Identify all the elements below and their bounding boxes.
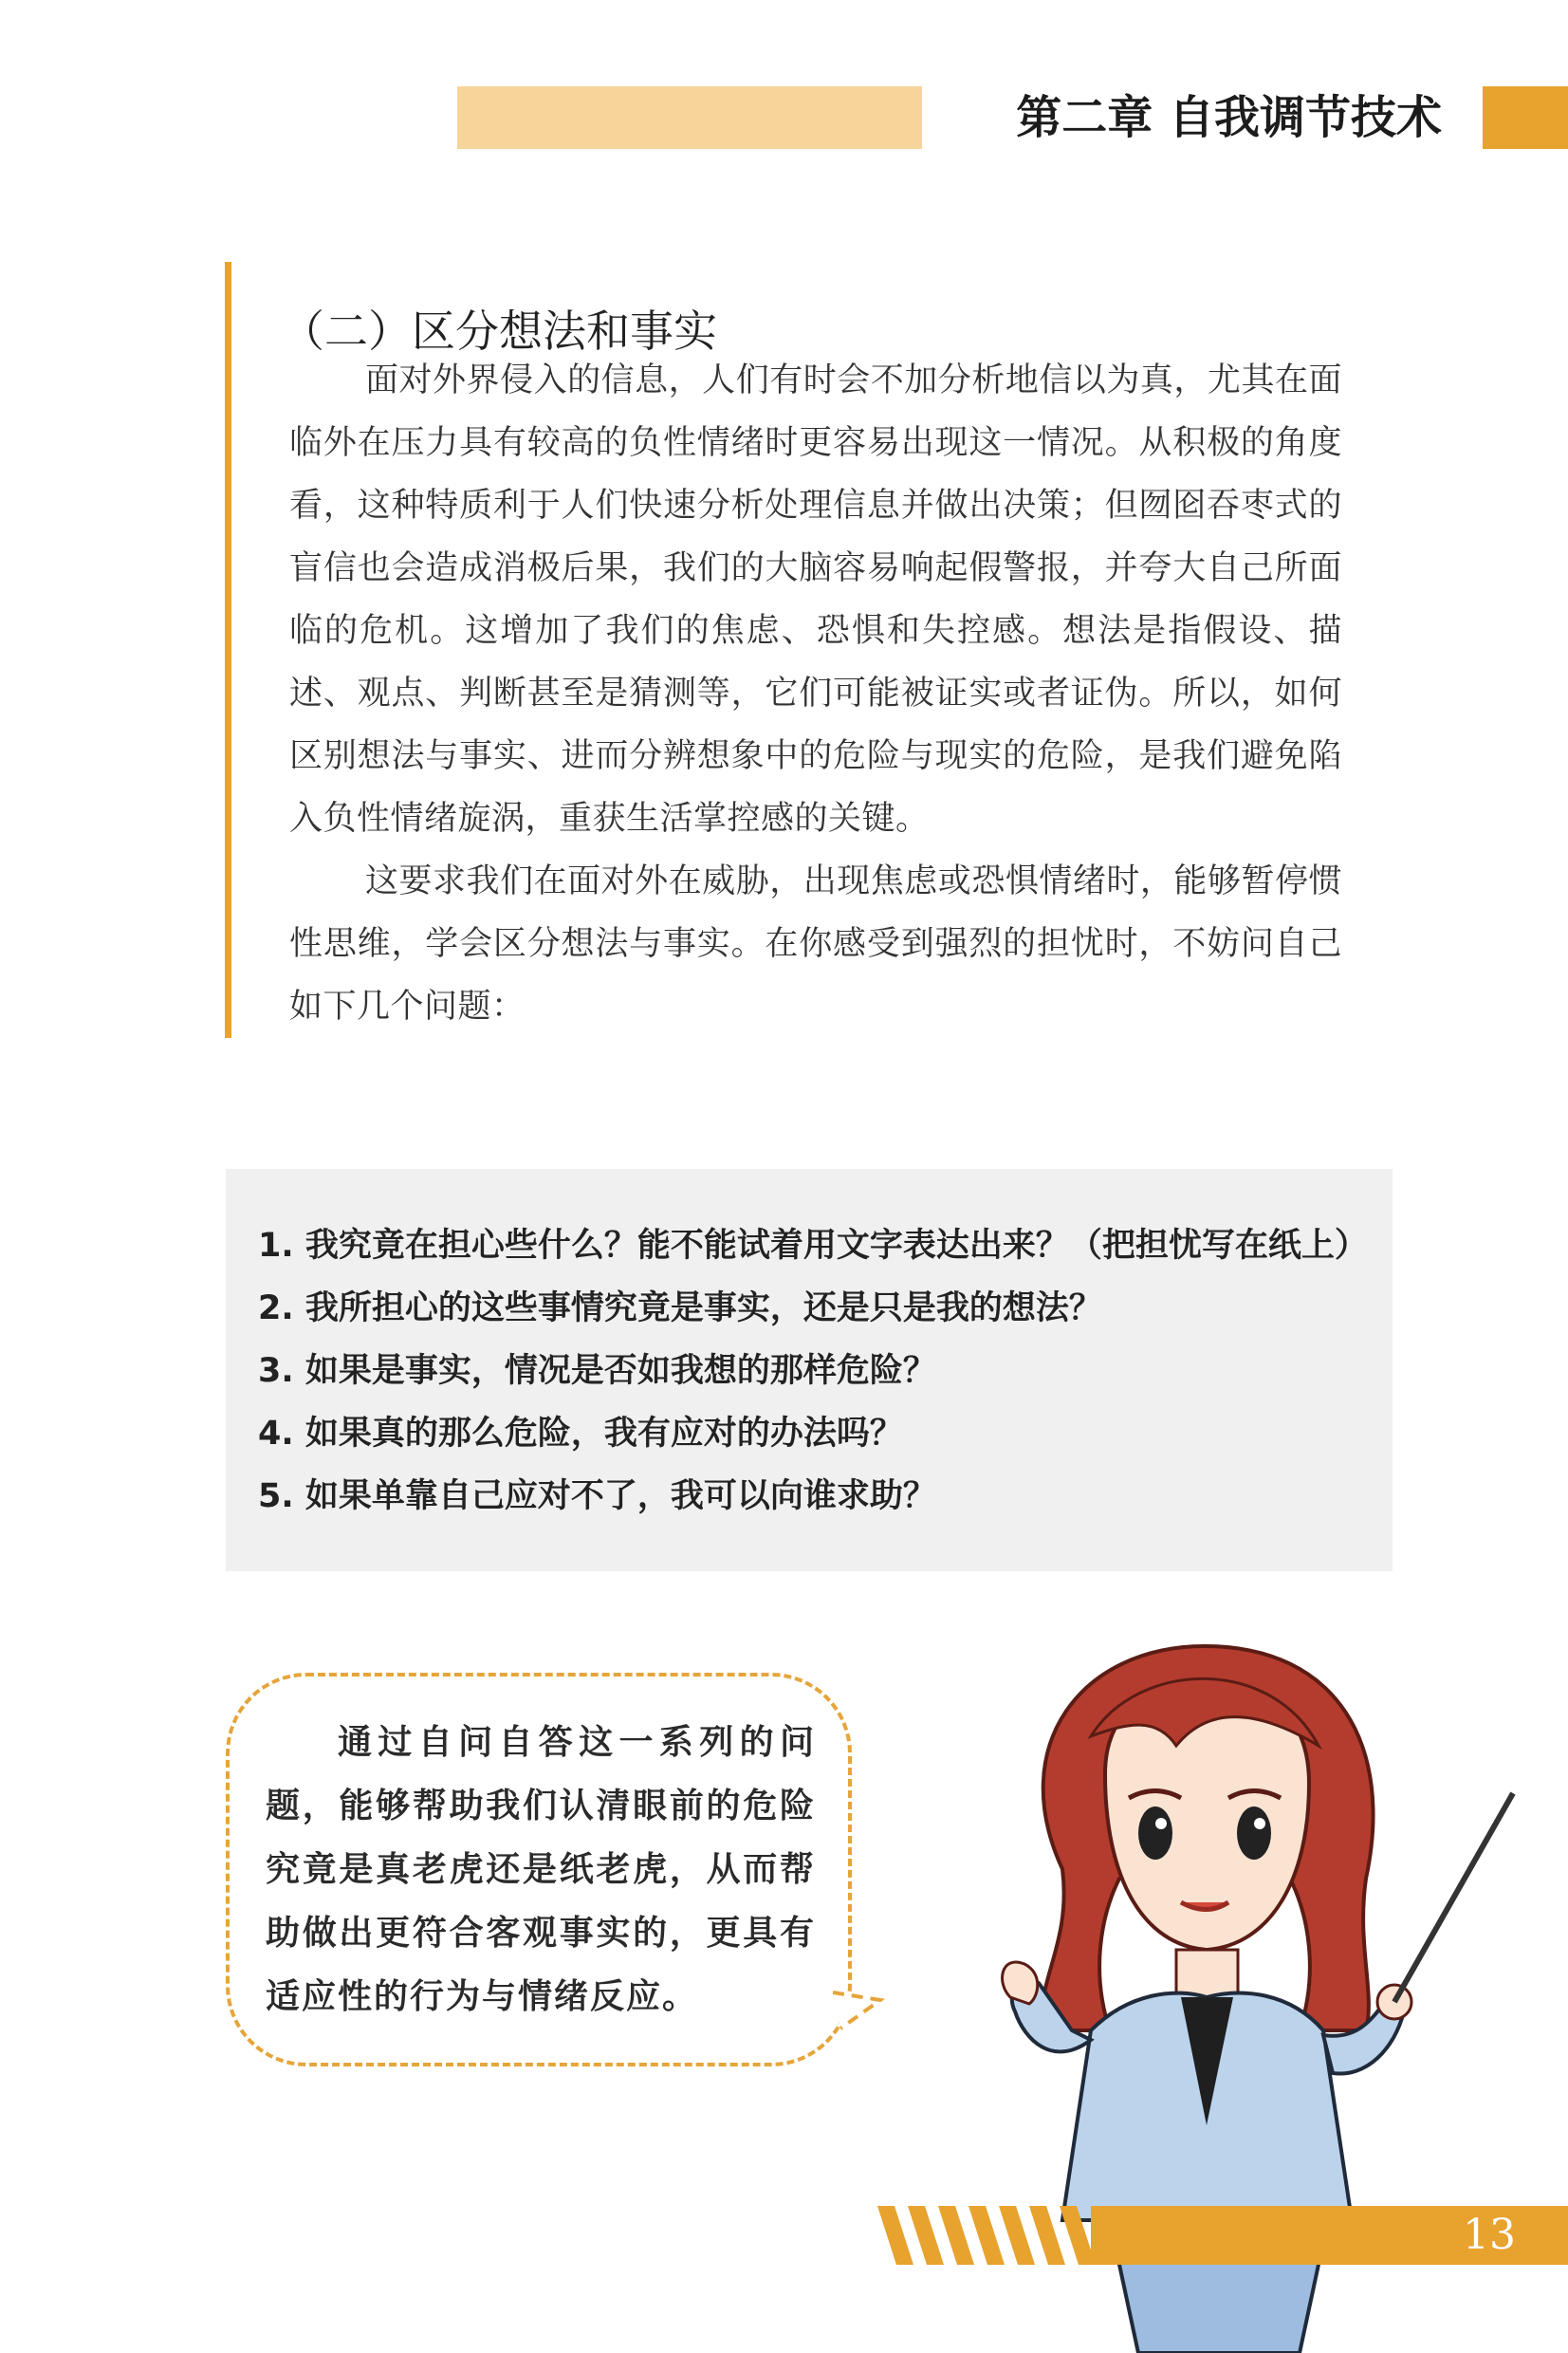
body-paragraph-1: 面对外界侵入的信息，人们有时会不加分析地信以为真，尤其在面临外在压力具有较高的负性情绪时更容易出现这一情况。从积极的角度看，这种特质利于人们快速分析处理信息并做出决策；但囫囵吞枣式的盲信也会造成消极后果，我们的大脑容易响起假警报，并夸大自己所面临的危机。这增加了我们的焦虑、恐惧和失控感。想法是指假设、描述、观点、判断甚至是猜测等，它们可能被证实或者证伪。所以，如何区别想法与事实、进而分辨想象中的危险与现实的危险，是我们避免陷入负性情绪旋涡，重获生活掌控感的关键。 <box>289 361 1342 838</box>
question-item: 2. 我所担心的这些事情究竟是事实，还是只是我的想法？ <box>258 1289 1102 1327</box>
question-item: 1. 我究竟在担心些什么？能不能试着用文字表达出来？（把担忧写在纸上） <box>258 1227 1368 1265</box>
footer-stripe-decor <box>877 2206 1124 2265</box>
page-number: 13 <box>1463 2211 1516 2259</box>
section-accent-bar <box>225 262 231 1038</box>
question-list <box>258 1214 1368 1528</box>
question-item: 4. 如果真的那么危险，我有应对的办法吗？ <box>258 1415 903 1453</box>
speech-bubble-tail <box>833 1983 890 2040</box>
question-item: 5. 如果单靠自己应对不了，我可以向谁求助？ <box>258 1477 936 1515</box>
section-body <box>289 349 1342 1038</box>
header-decor-band <box>457 86 922 149</box>
question-item: 3. 如果是事实，情况是否如我想的那样危险？ <box>258 1352 936 1390</box>
chapter-title: 第二章 自我调节技术 <box>1016 91 1442 144</box>
section-heading: （二）区分想法和事实 <box>281 306 717 358</box>
header-corner-block <box>1483 86 1568 149</box>
bubble-text: 通过自问自答这一系列的问题，能够帮助我们认清眼前的危险究竟是真老虎还是纸老虎，从而帮助做出更符合客观事实的，更具有适应性的行为与情绪反应。 <box>266 1723 816 2016</box>
body-paragraph-2: 这要求我们在面对外在威胁，出现焦虑或恐惧情绪时，能够暂停惯性思维，学会区分想法与事实。在你感受到强烈的担忧时，不妨问自己如下几个问题： <box>289 862 1342 1026</box>
